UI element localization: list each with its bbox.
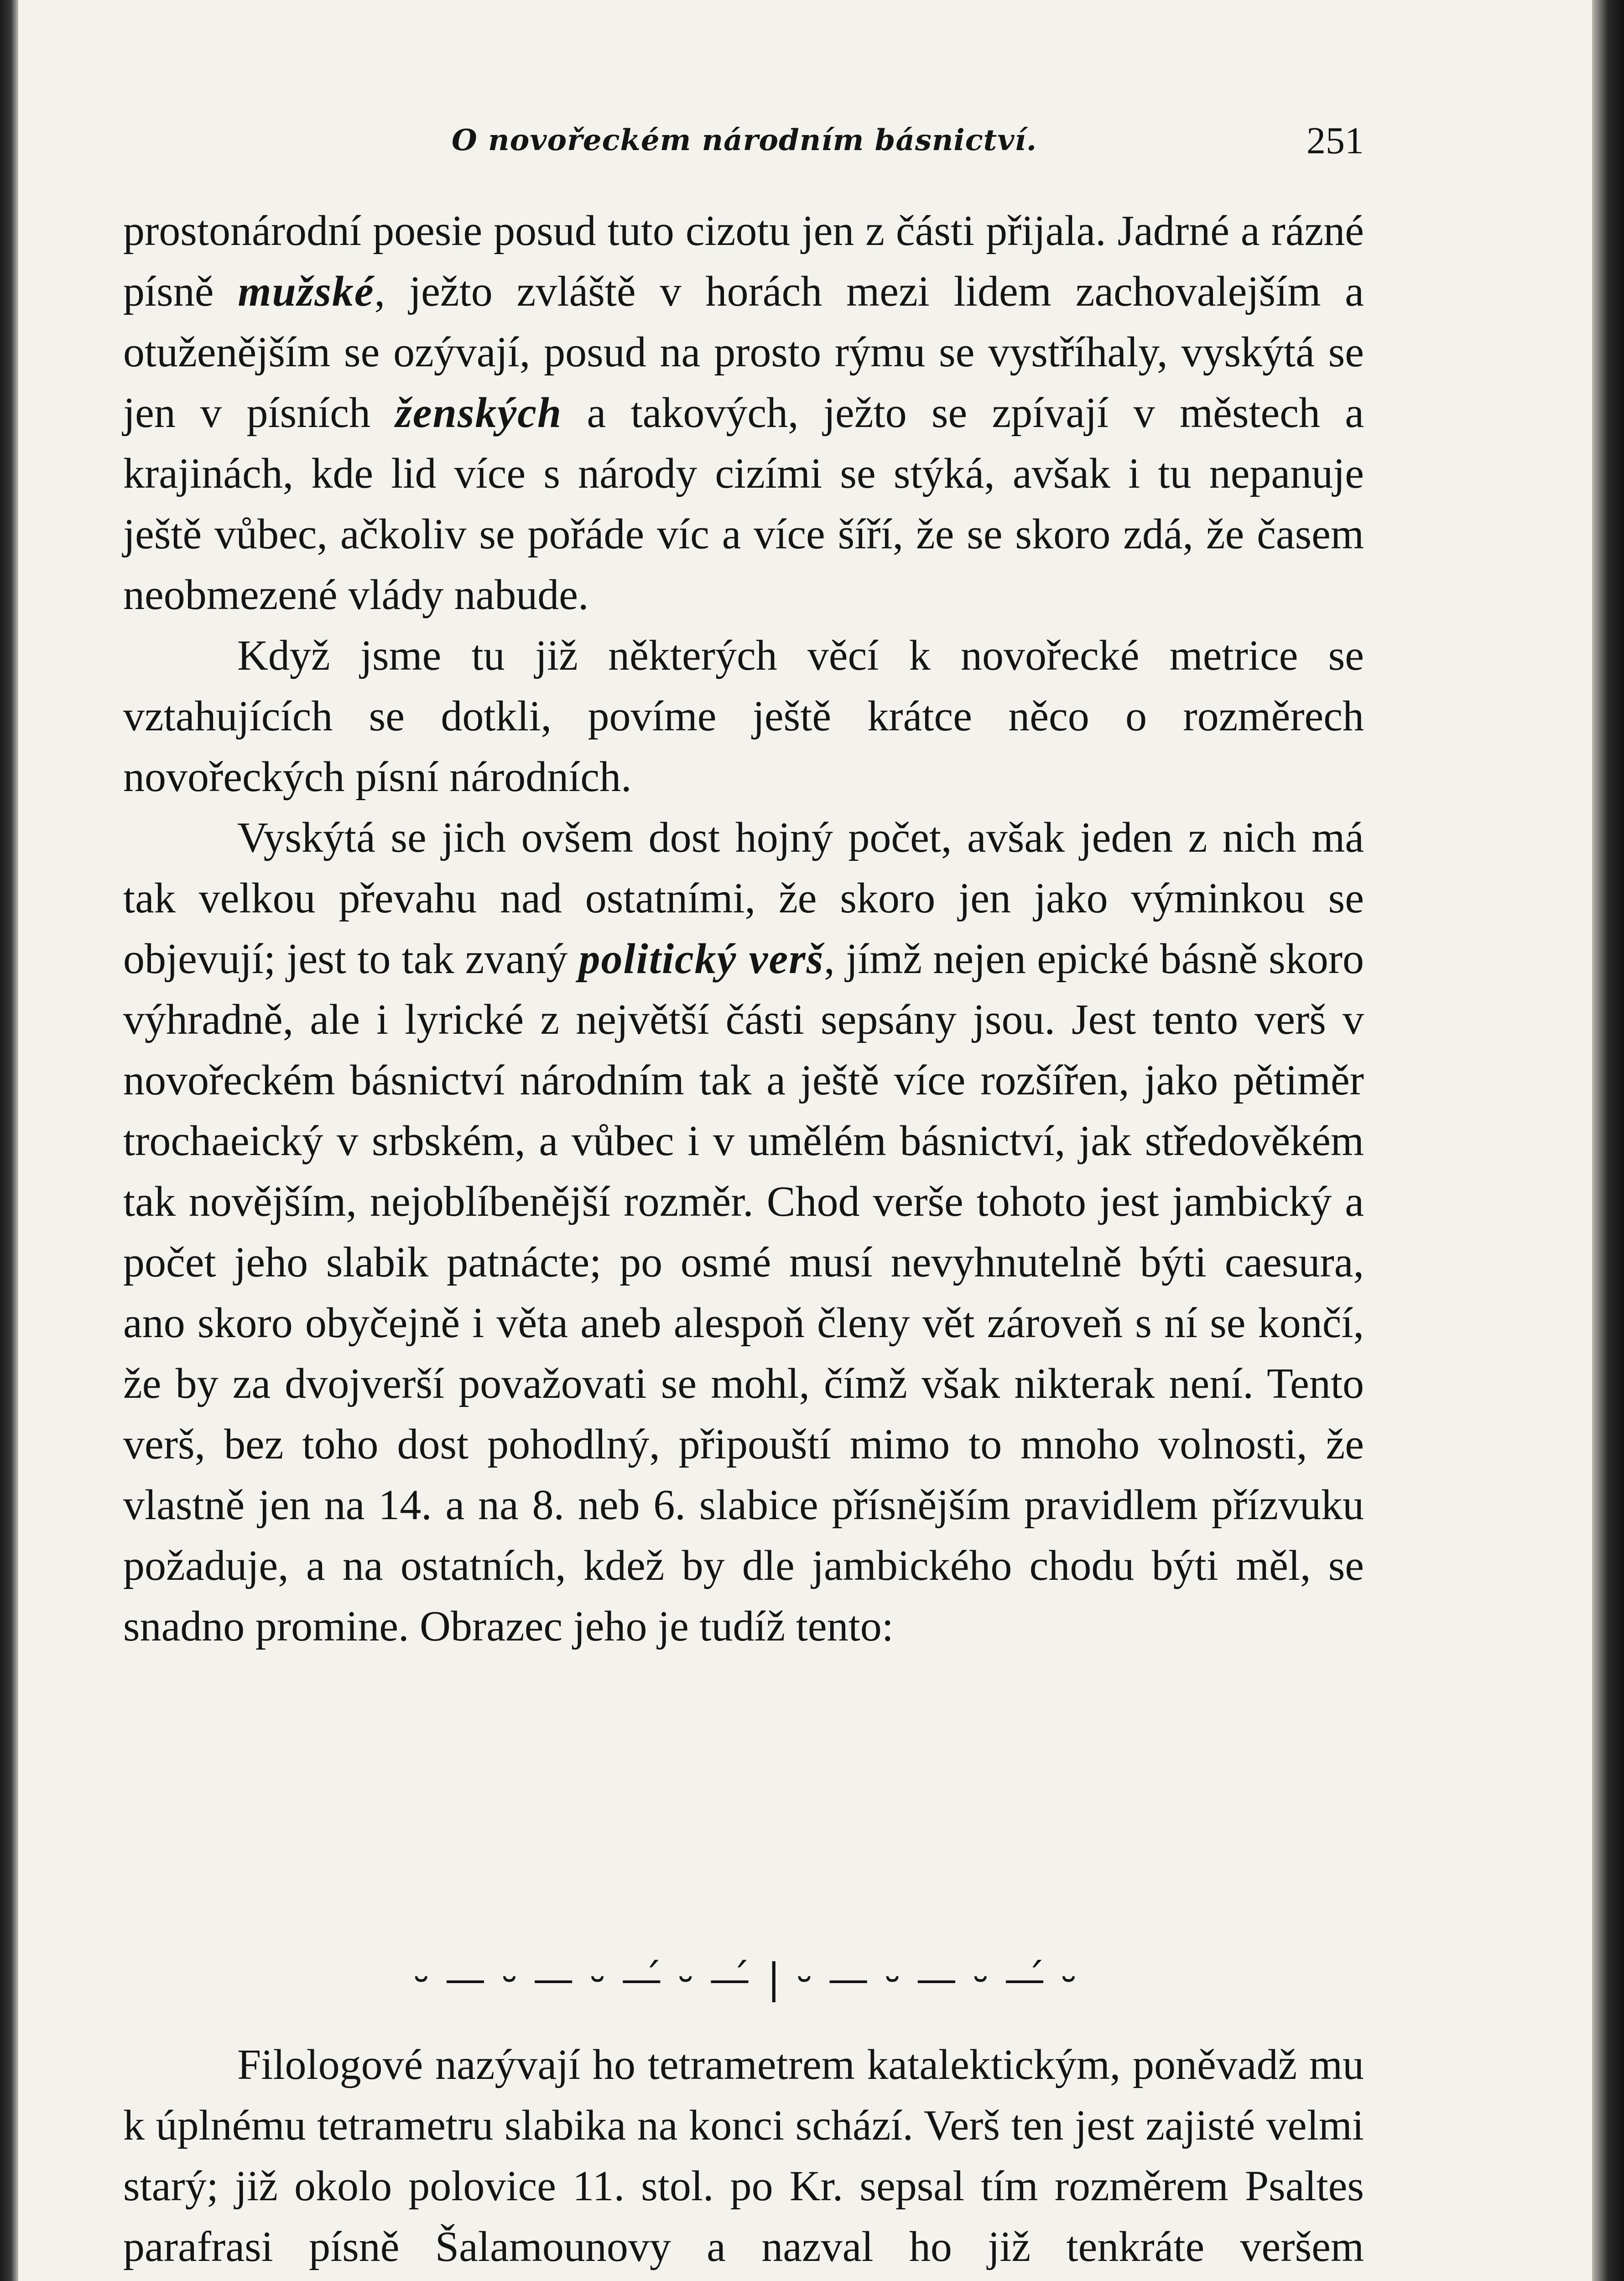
emphasized-term: mužské xyxy=(238,268,375,315)
paragraph xyxy=(123,625,1364,807)
text-run: Když jsme tu již některých věcí k novořecké metrice se vztahujících se dotkli, povíme ještě krátce něco o rozměrech novořeckých písní národních. xyxy=(123,632,1364,801)
page-header xyxy=(123,114,1364,169)
page-left-edge xyxy=(0,0,18,2281)
text-run: , jímž nejen epické básně skoro výhradně, ale i lyrické z největší části sepsány jsou. Jest tento verš v novořeckém básnictví národním tak a ještě více rozšířen, jako pětiměr trochaeický v srbském, a vůbec i v umělém básnictví, jak středověkém tak novějším, nejoblíbenější rozměr. Chod verše tohoto jest jambický a počet jeho slabik patnácte; po osmé musí nevyhnutelně býti caesura, ano skoro obyčejně i věta aneb alespoň členy vět zároveň s ní se končí, že by za dvojverší považovati se mohl, čímž však nikterak není. Tento verš, bez toho dost pohodlný, připouští mimo to mnoho volnosti, že vlastně jen na 14. a na 8. neb 6. slabice přísnějším pravidlem přízvuku požaduje, a na ostatních, kdež by dle jambického chodu býti měl, se snadno promine. Obrazec jeho je tudíž tento: xyxy=(123,935,1364,1650)
paragraph xyxy=(123,2035,1364,2281)
paragraph xyxy=(123,201,1364,625)
emphasized-term: politický verš xyxy=(578,935,824,983)
main-text xyxy=(123,201,1364,1657)
text-run: a takových, ježto se zpívají v městech a krajinách, kde lid více s národy cizími se stýká, avšak i tu nepanuje ještě vůbec, ačkoliv se pořáde víc a více šíří, že se skoro zdá, že časem neobmezené vlády nabude. xyxy=(123,389,1364,619)
paragraph xyxy=(123,807,1364,1657)
page-number: 251 xyxy=(1306,120,1364,162)
running-title: O novořeckém národním básnictví. xyxy=(452,123,1037,157)
emphasized-term: ženských xyxy=(395,389,562,437)
text-run: prostonárodní poesie posud tuto cizotu jen z části přijala. Jadrné a rázné písně xyxy=(123,207,1364,315)
page-right-edge xyxy=(1592,0,1624,2281)
text-run: , ježto zvláště v horách mezi lidem zachovalejším a otuženějším se ozývají, posud na prosto rýmu se vystříhaly, vyskýtá se jen v písních xyxy=(123,268,1364,437)
text-run: Filologové nazývají ho tetrametrem katalektickým, poněvadž mu k úplnému tetrametru slabika na konci schází. Verš ten jest zajisté velmi starý; již okolo polovice 11. stol. po Kr. sepsal tím rozměrem Psaltes parafrasi písně Šalamounovy a nazval ho již tenkráte veršem xyxy=(123,2041,1364,2271)
main-text-continued xyxy=(123,2035,1364,2281)
metrical-scheme: ⏑ — ⏑ — ⏑ —́ ⏑ —́ | ⏑ — ⏑ — ⏑ —́ ⏑ xyxy=(414,1955,1077,2003)
text-run: Vyskýtá se jich ovšem dost hojný počet, avšak jeden z nich má tak velkou převahu nad ostatními, že skoro jen jako výminkou se objevují; jest to tak zvaný xyxy=(123,814,1364,983)
